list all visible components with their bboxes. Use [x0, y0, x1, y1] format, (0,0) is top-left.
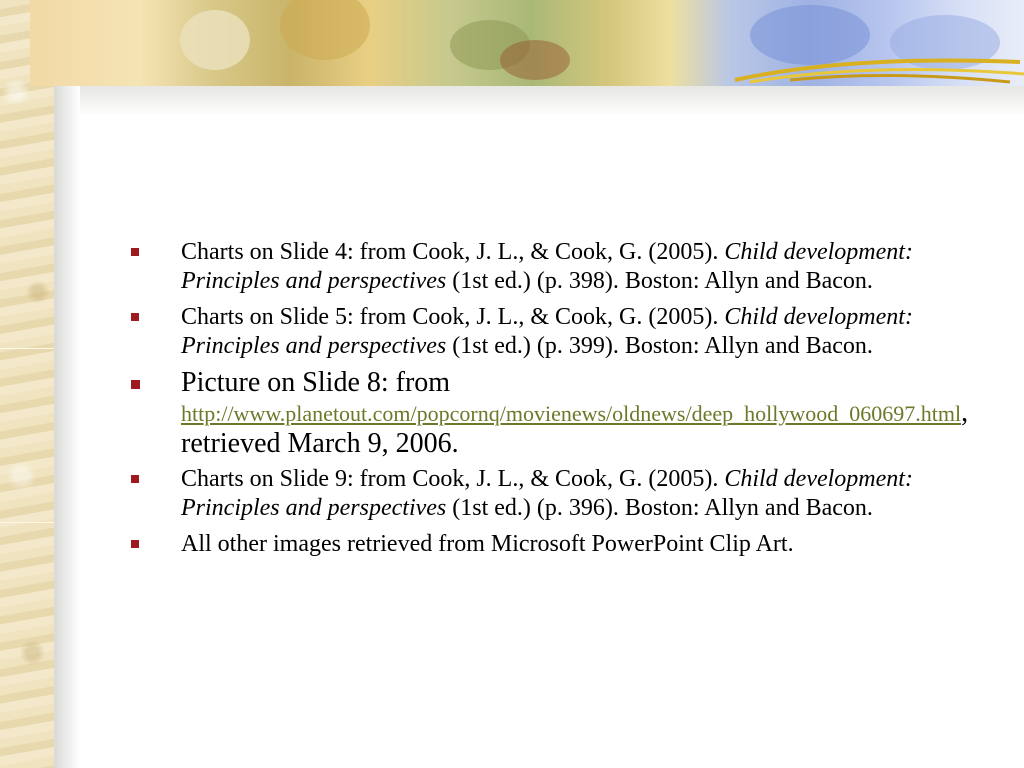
- reference-list: [128, 238, 978, 566]
- citation-suffix: (1st ed.) (p. 396). Boston: Allyn and Bacon.: [452, 495, 873, 521]
- parchment-seam: [0, 522, 54, 523]
- citation-suffix: (1st ed.) (p. 399). Boston: Allyn and Bacon.: [452, 333, 873, 359]
- list-item: [128, 530, 978, 559]
- citation-prefix: Charts on Slide 5: from Cook, J. L., & Cook, G. (2005).: [181, 304, 719, 330]
- sidebar-shadow: [54, 80, 80, 768]
- parchment-sidebar: [0, 0, 55, 768]
- citation-suffix: , retrieved March 9, 2006.: [181, 397, 969, 459]
- banner-leaf-shape: [280, 0, 370, 60]
- top-collage-banner: [30, 0, 1024, 86]
- citation-prefix: Charts on Slide 4: from Cook, J. L., & Cook, G. (2005).: [181, 239, 719, 265]
- banner-shadow: [80, 86, 1024, 116]
- citation-text: All other images retrieved from Microsoft PowerPoint Clip Art.: [181, 531, 794, 557]
- citation-suffix: (1st ed.) (p. 398). Boston: Allyn and Bacon.: [452, 268, 873, 294]
- list-item: [128, 465, 978, 523]
- square-bullet-icon: [131, 313, 139, 321]
- banner-leaf-shape: [500, 40, 570, 80]
- citation-prefix: Picture on Slide 8: from: [181, 367, 451, 398]
- banner-leaf-shape: [180, 10, 250, 70]
- square-bullet-icon: [131, 248, 139, 256]
- citation-title: Child development: Principles and perspectives: [181, 304, 913, 359]
- citation-prefix: Charts on Slide 9: from Cook, J. L., & Cook, G. (2005).: [181, 466, 719, 492]
- list-item: [128, 238, 978, 296]
- citation-title: Child development: Principles and perspectives: [181, 466, 913, 521]
- parchment-seam: [0, 348, 54, 349]
- square-bullet-icon: [131, 540, 139, 548]
- citation-title: Child development: Principles and perspectives: [181, 239, 913, 294]
- list-item: [128, 368, 978, 459]
- source-link[interactable]: http://www.planetout.com/popcornq/movienews/oldnews/deep_hollywood_060697.html: [181, 401, 962, 426]
- list-item: [128, 303, 978, 361]
- wheat-stalks-icon: [730, 50, 1024, 86]
- square-bullet-icon: [131, 475, 139, 483]
- square-bullet-icon: [131, 380, 140, 389]
